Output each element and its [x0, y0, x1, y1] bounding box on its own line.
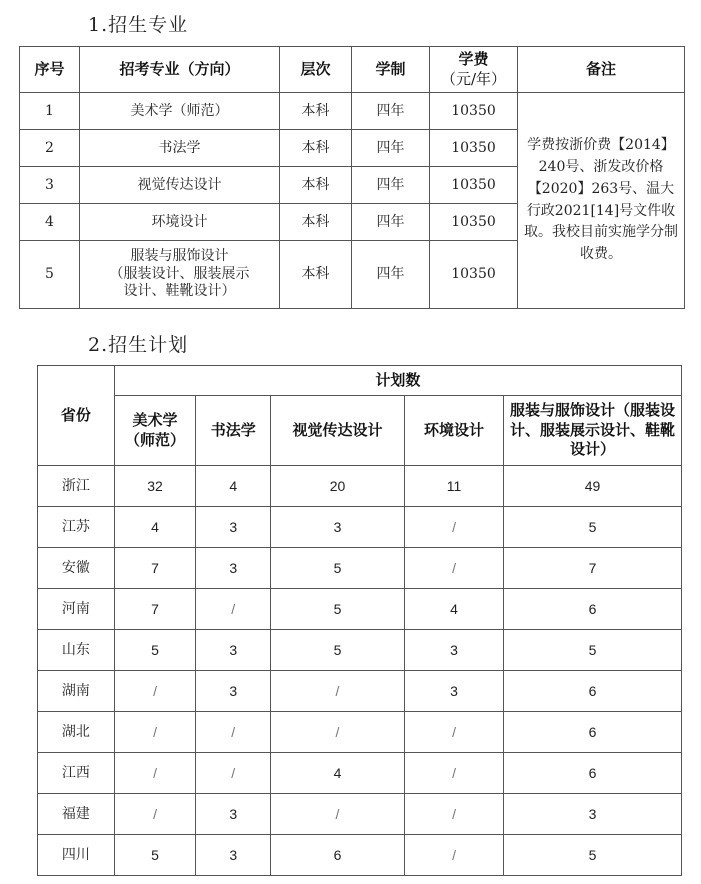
header-visual-design: 视觉传达设计	[271, 396, 405, 466]
cell-plan-value: /	[114, 753, 196, 794]
cell-index: 1	[20, 93, 80, 130]
cell-province: 山东	[38, 630, 115, 671]
header-province: 省份	[38, 366, 115, 466]
plan-body	[38, 466, 682, 876]
plan-subheader-row	[38, 396, 682, 466]
cell-level: 本科	[280, 93, 352, 130]
cell-plan-value: 32	[114, 466, 196, 507]
cell-plan-value: 3	[271, 507, 405, 548]
cell-plan-value: 6	[504, 753, 682, 794]
header-fee-label: 学费	[458, 50, 489, 68]
header-environment-design: 环境设计	[404, 396, 503, 466]
cell-plan-value: 6	[504, 671, 682, 712]
cell-level: 本科	[280, 130, 352, 167]
cell-plan-value: 3	[196, 671, 271, 712]
header-fee-unit: （元/年）	[440, 69, 507, 88]
cell-index: 4	[20, 204, 80, 241]
cell-plan-value: 4	[196, 466, 271, 507]
header-fine-arts-label: 美术学	[132, 411, 178, 429]
cell-province: 浙江	[38, 466, 115, 507]
cell-plan-value: 5	[271, 589, 405, 630]
cell-duration: 四年	[352, 93, 430, 130]
table-row	[38, 507, 682, 548]
cell-plan-value: 49	[504, 466, 682, 507]
cell-plan-value: /	[196, 712, 271, 753]
cell-major: 视觉传达设计	[80, 167, 280, 204]
major-line: 设计、鞋靴设计）	[123, 283, 236, 300]
cell-major	[80, 241, 280, 309]
section-title-majors: 1.招生专业	[88, 14, 189, 36]
cell-level: 本科	[280, 204, 352, 241]
cell-duration: 四年	[352, 241, 430, 309]
cell-major: 书法学	[80, 130, 280, 167]
cell-major: 环境设计	[80, 204, 280, 241]
cell-plan-value: /	[114, 671, 196, 712]
table-row	[38, 589, 682, 630]
header-major: 招考专业（方向）	[80, 47, 280, 93]
section-title-plan: 2.招生计划	[88, 334, 189, 356]
cell-plan-value: 5	[504, 630, 682, 671]
majors-header-row	[20, 47, 685, 93]
table-row	[38, 630, 682, 671]
header-calligraphy: 书法学	[196, 396, 271, 466]
cell-level: 本科	[280, 167, 352, 204]
cell-plan-value: /	[404, 753, 503, 794]
header-plan-count: 计划数	[114, 366, 681, 396]
cell-plan-value: /	[114, 794, 196, 835]
table-row	[38, 671, 682, 712]
cell-plan-value: 5	[114, 630, 196, 671]
cell-index: 5	[20, 241, 80, 309]
cell-plan-value: /	[196, 753, 271, 794]
cell-duration: 四年	[352, 204, 430, 241]
cell-plan-value: /	[271, 794, 405, 835]
cell-level: 本科	[280, 241, 352, 309]
cell-plan-value: /	[271, 671, 405, 712]
table-row	[38, 548, 682, 589]
cell-fee: 10350	[430, 93, 518, 130]
cell-province: 福建	[38, 794, 115, 835]
cell-plan-value: 4	[271, 753, 405, 794]
header-fee	[430, 47, 518, 93]
major-line: 服装与服饰设计	[130, 248, 229, 265]
cell-plan-value: 7	[504, 548, 682, 589]
cell-plan-value: 4	[114, 507, 196, 548]
cell-plan-value: 3	[404, 671, 503, 712]
header-duration: 学制	[352, 47, 430, 93]
cell-plan-value: 5	[114, 835, 196, 876]
cell-plan-value: 7	[114, 548, 196, 589]
cell-index: 3	[20, 167, 80, 204]
cell-plan-value: 6	[504, 712, 682, 753]
cell-fee: 10350	[430, 130, 518, 167]
cell-duration: 四年	[352, 167, 430, 204]
major-line: （服装设计、服装展示	[109, 265, 250, 282]
cell-fee: 10350	[430, 204, 518, 241]
cell-plan-value: 3	[196, 630, 271, 671]
cell-plan-value: 3	[404, 630, 503, 671]
cell-plan-value: 4	[404, 589, 503, 630]
cell-plan-value: /	[404, 835, 503, 876]
cell-plan-value: 7	[114, 589, 196, 630]
cell-plan-value: 3	[196, 794, 271, 835]
cell-province: 江西	[38, 753, 115, 794]
cell-plan-value: /	[404, 507, 503, 548]
header-fine-arts-sub: （师范）	[125, 430, 186, 449]
cell-plan-value: 20	[271, 466, 405, 507]
cell-plan-value: /	[404, 794, 503, 835]
cell-province: 湖北	[38, 712, 115, 753]
cell-fee: 10350	[430, 241, 518, 309]
header-level: 层次	[280, 47, 352, 93]
table-row	[20, 93, 685, 130]
cell-province: 安徽	[38, 548, 115, 589]
cell-plan-value: /	[404, 712, 503, 753]
table-row	[38, 712, 682, 753]
cell-plan-value: 5	[271, 630, 405, 671]
header-note: 备注	[518, 47, 685, 93]
cell-note: 学费按浙价费【2014】240号、浙发改价格【2020】263号、温大行政2021[14]号文件收取。我校目前实施学分制收费。	[518, 93, 685, 309]
cell-plan-value: 3	[504, 794, 682, 835]
header-fine-arts	[114, 396, 196, 466]
cell-plan-value: 5	[271, 548, 405, 589]
cell-index: 2	[20, 130, 80, 167]
cell-plan-value: /	[196, 589, 271, 630]
cell-major: 美术学（师范）	[80, 93, 280, 130]
cell-plan-value: 3	[196, 548, 271, 589]
majors-table	[19, 46, 685, 309]
cell-plan-value: /	[404, 548, 503, 589]
cell-plan-value: /	[271, 712, 405, 753]
table-row	[38, 835, 682, 876]
cell-plan-value: /	[114, 712, 196, 753]
enrollment-plan-table	[37, 365, 682, 876]
cell-plan-value: 3	[196, 507, 271, 548]
cell-duration: 四年	[352, 130, 430, 167]
cell-plan-value: 5	[504, 835, 682, 876]
cell-plan-value: 3	[196, 835, 271, 876]
plan-header-row	[38, 366, 682, 396]
cell-fee: 10350	[430, 167, 518, 204]
cell-province: 四川	[38, 835, 115, 876]
cell-plan-value: 6	[271, 835, 405, 876]
cell-province: 河南	[38, 589, 115, 630]
cell-plan-value: 6	[504, 589, 682, 630]
cell-province: 湖南	[38, 671, 115, 712]
table-row	[38, 794, 682, 835]
cell-plan-value: 5	[504, 507, 682, 548]
cell-plan-value: 11	[404, 466, 503, 507]
table-row	[38, 753, 682, 794]
header-fashion-design: 服装与服饰设计（服装设计、服装展示设计、鞋靴设计）	[504, 396, 682, 466]
header-index: 序号	[20, 47, 80, 93]
cell-province: 江苏	[38, 507, 115, 548]
table-row	[38, 466, 682, 507]
